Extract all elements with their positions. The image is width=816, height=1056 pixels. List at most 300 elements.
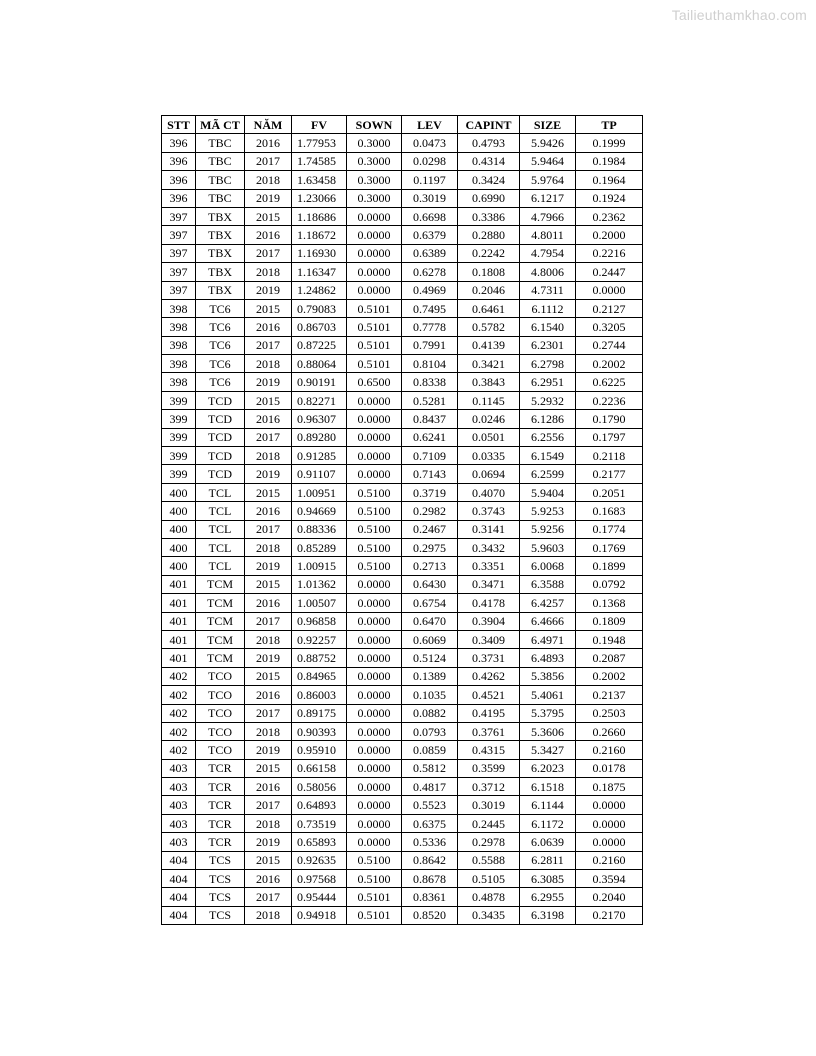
cell-lev: 0.1035 bbox=[402, 686, 458, 704]
cell-tp: 0.1797 bbox=[576, 428, 643, 446]
cell-size: 5.9253 bbox=[520, 502, 576, 520]
cell-lev: 0.8361 bbox=[402, 888, 458, 906]
cell-lev: 0.3719 bbox=[402, 483, 458, 501]
cell-capint: 0.4178 bbox=[458, 594, 520, 612]
table-row bbox=[162, 263, 643, 281]
cell-size: 5.9464 bbox=[520, 152, 576, 170]
cell-capint: 0.2978 bbox=[458, 833, 520, 851]
cell-tp: 0.1774 bbox=[576, 520, 643, 538]
cell-nam: 2015 bbox=[245, 759, 292, 777]
cell-size: 6.1112 bbox=[520, 299, 576, 317]
cell-stt: 404 bbox=[162, 888, 196, 906]
cell-ma-ct: TCS bbox=[196, 906, 245, 924]
cell-size: 6.1518 bbox=[520, 778, 576, 796]
cell-capint: 0.3386 bbox=[458, 207, 520, 225]
cell-fv: 1.01362 bbox=[292, 575, 347, 593]
cell-nam: 2015 bbox=[245, 207, 292, 225]
cell-stt: 401 bbox=[162, 630, 196, 648]
cell-ma-ct: TCM bbox=[196, 575, 245, 593]
cell-size: 6.1217 bbox=[520, 189, 576, 207]
cell-size: 6.2599 bbox=[520, 465, 576, 483]
cell-sown: 0.5101 bbox=[347, 906, 402, 924]
cell-tp: 0.2002 bbox=[576, 355, 643, 373]
cell-nam: 2017 bbox=[245, 796, 292, 814]
cell-ma-ct: TCS bbox=[196, 851, 245, 869]
cell-tp: 0.1809 bbox=[576, 612, 643, 630]
cell-fv: 0.87225 bbox=[292, 336, 347, 354]
cell-nam: 2018 bbox=[245, 355, 292, 373]
cell-fv: 0.97568 bbox=[292, 870, 347, 888]
table-row bbox=[162, 336, 643, 354]
cell-stt: 397 bbox=[162, 263, 196, 281]
cell-tp: 0.6225 bbox=[576, 373, 643, 391]
cell-nam: 2019 bbox=[245, 281, 292, 299]
cell-nam: 2018 bbox=[245, 722, 292, 740]
table-row bbox=[162, 465, 643, 483]
cell-size: 4.8011 bbox=[520, 226, 576, 244]
cell-sown: 0.0000 bbox=[347, 722, 402, 740]
cell-sown: 0.0000 bbox=[347, 667, 402, 685]
cell-fv: 0.94669 bbox=[292, 502, 347, 520]
cell-stt: 397 bbox=[162, 207, 196, 225]
cell-tp: 0.2087 bbox=[576, 649, 643, 667]
cell-ma-ct: TCR bbox=[196, 759, 245, 777]
cell-ma-ct: TC6 bbox=[196, 318, 245, 336]
cell-capint: 0.3761 bbox=[458, 722, 520, 740]
cell-ma-ct: TBX bbox=[196, 281, 245, 299]
cell-stt: 399 bbox=[162, 465, 196, 483]
table-row bbox=[162, 483, 643, 501]
cell-nam: 2018 bbox=[245, 171, 292, 189]
table-row bbox=[162, 870, 643, 888]
cell-lev: 0.4969 bbox=[402, 281, 458, 299]
cell-capint: 0.0246 bbox=[458, 410, 520, 428]
cell-size: 5.9603 bbox=[520, 538, 576, 556]
cell-sown: 0.0000 bbox=[347, 704, 402, 722]
cell-size: 5.3856 bbox=[520, 667, 576, 685]
cell-lev: 0.5812 bbox=[402, 759, 458, 777]
cell-size: 6.4257 bbox=[520, 594, 576, 612]
cell-fv: 0.64893 bbox=[292, 796, 347, 814]
cell-capint: 0.4314 bbox=[458, 152, 520, 170]
cell-tp: 0.3205 bbox=[576, 318, 643, 336]
cell-lev: 0.7991 bbox=[402, 336, 458, 354]
cell-stt: 403 bbox=[162, 833, 196, 851]
cell-fv: 0.88336 bbox=[292, 520, 347, 538]
cell-size: 6.1144 bbox=[520, 796, 576, 814]
table-row bbox=[162, 667, 643, 685]
table-row bbox=[162, 189, 643, 207]
cell-lev: 0.5281 bbox=[402, 391, 458, 409]
table-row bbox=[162, 741, 643, 759]
cell-lev: 0.0859 bbox=[402, 741, 458, 759]
cell-tp: 0.2447 bbox=[576, 263, 643, 281]
cell-ma-ct: TCO bbox=[196, 722, 245, 740]
cell-ma-ct: TCL bbox=[196, 483, 245, 501]
cell-tp: 0.2160 bbox=[576, 741, 643, 759]
cell-fv: 0.91107 bbox=[292, 465, 347, 483]
cell-sown: 0.5100 bbox=[347, 520, 402, 538]
cell-lev: 0.6430 bbox=[402, 575, 458, 593]
table-row bbox=[162, 594, 643, 612]
cell-nam: 2015 bbox=[245, 299, 292, 317]
cell-fv: 1.24862 bbox=[292, 281, 347, 299]
cell-nam: 2018 bbox=[245, 814, 292, 832]
data-table bbox=[161, 115, 643, 925]
cell-tp: 0.1769 bbox=[576, 538, 643, 556]
cell-capint: 0.3424 bbox=[458, 171, 520, 189]
cell-capint: 0.3435 bbox=[458, 906, 520, 924]
cell-nam: 2018 bbox=[245, 538, 292, 556]
cell-nam: 2015 bbox=[245, 483, 292, 501]
column-header-tp: TP bbox=[576, 116, 643, 134]
cell-capint: 0.3599 bbox=[458, 759, 520, 777]
cell-size: 4.7954 bbox=[520, 244, 576, 262]
cell-size: 5.9404 bbox=[520, 483, 576, 501]
cell-stt: 400 bbox=[162, 520, 196, 538]
table-row bbox=[162, 226, 643, 244]
cell-nam: 2019 bbox=[245, 373, 292, 391]
cell-lev: 0.1389 bbox=[402, 667, 458, 685]
table-row bbox=[162, 447, 643, 465]
cell-stt: 396 bbox=[162, 171, 196, 189]
cell-fv: 0.92257 bbox=[292, 630, 347, 648]
cell-stt: 403 bbox=[162, 778, 196, 796]
cell-sown: 0.0000 bbox=[347, 649, 402, 667]
cell-lev: 0.2975 bbox=[402, 538, 458, 556]
cell-lev: 0.6379 bbox=[402, 226, 458, 244]
cell-sown: 0.5101 bbox=[347, 336, 402, 354]
cell-capint: 0.6461 bbox=[458, 299, 520, 317]
cell-stt: 399 bbox=[162, 447, 196, 465]
cell-size: 6.2301 bbox=[520, 336, 576, 354]
cell-lev: 0.6698 bbox=[402, 207, 458, 225]
cell-nam: 2016 bbox=[245, 870, 292, 888]
table-row bbox=[162, 355, 643, 373]
cell-ma-ct: TCR bbox=[196, 796, 245, 814]
cell-sown: 0.0000 bbox=[347, 814, 402, 832]
cell-ma-ct: TCM bbox=[196, 594, 245, 612]
cell-lev: 0.8642 bbox=[402, 851, 458, 869]
table-row bbox=[162, 888, 643, 906]
cell-lev: 0.0793 bbox=[402, 722, 458, 740]
cell-tp: 0.2118 bbox=[576, 447, 643, 465]
table-row bbox=[162, 906, 643, 924]
cell-ma-ct: TBX bbox=[196, 207, 245, 225]
cell-ma-ct: TBC bbox=[196, 189, 245, 207]
cell-capint: 0.2880 bbox=[458, 226, 520, 244]
cell-tp: 0.2137 bbox=[576, 686, 643, 704]
cell-fv: 0.86003 bbox=[292, 686, 347, 704]
cell-tp: 0.0000 bbox=[576, 796, 643, 814]
cell-capint: 0.3141 bbox=[458, 520, 520, 538]
cell-capint: 0.3019 bbox=[458, 796, 520, 814]
cell-capint: 0.4195 bbox=[458, 704, 520, 722]
cell-capint: 0.4521 bbox=[458, 686, 520, 704]
cell-fv: 0.96858 bbox=[292, 612, 347, 630]
table-row bbox=[162, 538, 643, 556]
cell-sown: 0.5101 bbox=[347, 318, 402, 336]
cell-tp: 0.1368 bbox=[576, 594, 643, 612]
cell-fv: 0.89175 bbox=[292, 704, 347, 722]
cell-lev: 0.7109 bbox=[402, 447, 458, 465]
cell-capint: 0.5588 bbox=[458, 851, 520, 869]
cell-lev: 0.8437 bbox=[402, 410, 458, 428]
cell-lev: 0.6470 bbox=[402, 612, 458, 630]
cell-stt: 400 bbox=[162, 483, 196, 501]
cell-sown: 0.0000 bbox=[347, 428, 402, 446]
cell-fv: 0.58056 bbox=[292, 778, 347, 796]
table-row bbox=[162, 557, 643, 575]
cell-lev: 0.0473 bbox=[402, 134, 458, 152]
cell-stt: 398 bbox=[162, 336, 196, 354]
cell-ma-ct: TBX bbox=[196, 263, 245, 281]
cell-stt: 400 bbox=[162, 557, 196, 575]
column-header-fv: FV bbox=[292, 116, 347, 134]
cell-size: 5.9426 bbox=[520, 134, 576, 152]
cell-nam: 2017 bbox=[245, 244, 292, 262]
cell-capint: 0.5782 bbox=[458, 318, 520, 336]
cell-ma-ct: TCD bbox=[196, 447, 245, 465]
cell-fv: 0.88752 bbox=[292, 649, 347, 667]
cell-tp: 0.1924 bbox=[576, 189, 643, 207]
cell-fv: 1.63458 bbox=[292, 171, 347, 189]
cell-tp: 0.0000 bbox=[576, 814, 643, 832]
cell-tp: 0.1999 bbox=[576, 134, 643, 152]
cell-fv: 1.00915 bbox=[292, 557, 347, 575]
cell-size: 6.1286 bbox=[520, 410, 576, 428]
cell-fv: 0.95910 bbox=[292, 741, 347, 759]
cell-lev: 0.6069 bbox=[402, 630, 458, 648]
cell-stt: 398 bbox=[162, 373, 196, 391]
cell-capint: 0.4878 bbox=[458, 888, 520, 906]
cell-capint: 0.3421 bbox=[458, 355, 520, 373]
cell-lev: 0.6375 bbox=[402, 814, 458, 832]
cell-capint: 0.4793 bbox=[458, 134, 520, 152]
cell-nam: 2015 bbox=[245, 851, 292, 869]
table-row bbox=[162, 796, 643, 814]
cell-stt: 403 bbox=[162, 759, 196, 777]
cell-sown: 0.0000 bbox=[347, 686, 402, 704]
table-row bbox=[162, 281, 643, 299]
cell-stt: 401 bbox=[162, 594, 196, 612]
cell-fv: 1.16347 bbox=[292, 263, 347, 281]
cell-nam: 2016 bbox=[245, 410, 292, 428]
cell-ma-ct: TCL bbox=[196, 557, 245, 575]
cell-fv: 0.90393 bbox=[292, 722, 347, 740]
cell-ma-ct: TCO bbox=[196, 704, 245, 722]
cell-nam: 2017 bbox=[245, 520, 292, 538]
cell-lev: 0.0882 bbox=[402, 704, 458, 722]
cell-size: 6.2811 bbox=[520, 851, 576, 869]
cell-ma-ct: TC6 bbox=[196, 373, 245, 391]
cell-fv: 0.90191 bbox=[292, 373, 347, 391]
cell-stt: 396 bbox=[162, 189, 196, 207]
cell-stt: 399 bbox=[162, 410, 196, 428]
cell-size: 6.2955 bbox=[520, 888, 576, 906]
cell-nam: 2017 bbox=[245, 428, 292, 446]
cell-fv: 0.84965 bbox=[292, 667, 347, 685]
cell-nam: 2019 bbox=[245, 465, 292, 483]
cell-sown: 0.0000 bbox=[347, 391, 402, 409]
cell-size: 6.4971 bbox=[520, 630, 576, 648]
cell-nam: 2016 bbox=[245, 318, 292, 336]
cell-lev: 0.1197 bbox=[402, 171, 458, 189]
table-row bbox=[162, 778, 643, 796]
cell-ma-ct: TCM bbox=[196, 649, 245, 667]
column-header-ma-ct: MÃ CT bbox=[196, 116, 245, 134]
cell-sown: 0.0000 bbox=[347, 741, 402, 759]
table-row bbox=[162, 299, 643, 317]
cell-size: 6.2951 bbox=[520, 373, 576, 391]
cell-ma-ct: TCO bbox=[196, 667, 245, 685]
cell-size: 6.0639 bbox=[520, 833, 576, 851]
cell-stt: 402 bbox=[162, 722, 196, 740]
cell-nam: 2017 bbox=[245, 612, 292, 630]
cell-size: 5.9764 bbox=[520, 171, 576, 189]
cell-tp: 0.2160 bbox=[576, 851, 643, 869]
cell-stt: 396 bbox=[162, 152, 196, 170]
column-header-sown: SOWN bbox=[347, 116, 402, 134]
cell-ma-ct: TCR bbox=[196, 833, 245, 851]
cell-capint: 0.2242 bbox=[458, 244, 520, 262]
cell-tp: 0.0000 bbox=[576, 833, 643, 851]
cell-ma-ct: TCD bbox=[196, 410, 245, 428]
cell-size: 5.4061 bbox=[520, 686, 576, 704]
cell-tp: 0.2744 bbox=[576, 336, 643, 354]
cell-size: 4.8006 bbox=[520, 263, 576, 281]
table-row bbox=[162, 502, 643, 520]
cell-ma-ct: TCS bbox=[196, 888, 245, 906]
cell-tp: 0.1899 bbox=[576, 557, 643, 575]
cell-fv: 0.89280 bbox=[292, 428, 347, 446]
cell-stt: 400 bbox=[162, 502, 196, 520]
cell-lev: 0.0298 bbox=[402, 152, 458, 170]
cell-capint: 0.3731 bbox=[458, 649, 520, 667]
cell-fv: 0.73519 bbox=[292, 814, 347, 832]
cell-sown: 0.6500 bbox=[347, 373, 402, 391]
cell-fv: 0.96307 bbox=[292, 410, 347, 428]
table-row bbox=[162, 704, 643, 722]
table-row bbox=[162, 575, 643, 593]
table-row bbox=[162, 391, 643, 409]
cell-stt: 397 bbox=[162, 226, 196, 244]
table-row bbox=[162, 520, 643, 538]
cell-lev: 0.5124 bbox=[402, 649, 458, 667]
column-header-nam: NĂM bbox=[245, 116, 292, 134]
cell-nam: 2016 bbox=[245, 686, 292, 704]
cell-tp: 0.0000 bbox=[576, 281, 643, 299]
cell-sown: 0.0000 bbox=[347, 465, 402, 483]
cell-sown: 0.0000 bbox=[347, 226, 402, 244]
table-row bbox=[162, 612, 643, 630]
cell-fv: 0.79083 bbox=[292, 299, 347, 317]
cell-size: 6.2798 bbox=[520, 355, 576, 373]
cell-size: 6.3085 bbox=[520, 870, 576, 888]
cell-fv: 0.85289 bbox=[292, 538, 347, 556]
cell-tp: 0.2127 bbox=[576, 299, 643, 317]
cell-size: 6.1172 bbox=[520, 814, 576, 832]
table-row bbox=[162, 152, 643, 170]
cell-nam: 2016 bbox=[245, 134, 292, 152]
cell-ma-ct: TCD bbox=[196, 428, 245, 446]
cell-ma-ct: TC6 bbox=[196, 336, 245, 354]
cell-size: 5.9256 bbox=[520, 520, 576, 538]
cell-sown: 0.5101 bbox=[347, 355, 402, 373]
cell-size: 5.3427 bbox=[520, 741, 576, 759]
cell-fv: 1.16930 bbox=[292, 244, 347, 262]
cell-capint: 0.2445 bbox=[458, 814, 520, 832]
table-row bbox=[162, 373, 643, 391]
cell-capint: 0.3904 bbox=[458, 612, 520, 630]
cell-capint: 0.4315 bbox=[458, 741, 520, 759]
cell-nam: 2016 bbox=[245, 226, 292, 244]
cell-stt: 400 bbox=[162, 538, 196, 556]
cell-stt: 401 bbox=[162, 612, 196, 630]
cell-sown: 0.3000 bbox=[347, 134, 402, 152]
cell-tp: 0.1875 bbox=[576, 778, 643, 796]
cell-capint: 0.5105 bbox=[458, 870, 520, 888]
cell-fv: 0.82271 bbox=[292, 391, 347, 409]
cell-stt: 403 bbox=[162, 796, 196, 814]
cell-nam: 2018 bbox=[245, 630, 292, 648]
cell-lev: 0.5336 bbox=[402, 833, 458, 851]
cell-stt: 403 bbox=[162, 814, 196, 832]
cell-lev: 0.7143 bbox=[402, 465, 458, 483]
cell-capint: 0.4262 bbox=[458, 667, 520, 685]
cell-sown: 0.5101 bbox=[347, 299, 402, 317]
cell-nam: 2018 bbox=[245, 906, 292, 924]
cell-size: 6.4893 bbox=[520, 649, 576, 667]
cell-fv: 1.00951 bbox=[292, 483, 347, 501]
cell-sown: 0.0000 bbox=[347, 796, 402, 814]
table-row bbox=[162, 759, 643, 777]
cell-ma-ct: TCR bbox=[196, 778, 245, 796]
cell-fv: 1.77953 bbox=[292, 134, 347, 152]
table-row bbox=[162, 410, 643, 428]
cell-size: 6.1540 bbox=[520, 318, 576, 336]
cell-capint: 0.3843 bbox=[458, 373, 520, 391]
cell-capint: 0.0501 bbox=[458, 428, 520, 446]
cell-nam: 2016 bbox=[245, 502, 292, 520]
cell-lev: 0.7778 bbox=[402, 318, 458, 336]
table-row bbox=[162, 814, 643, 832]
cell-tp: 0.2051 bbox=[576, 483, 643, 501]
cell-tp: 0.1683 bbox=[576, 502, 643, 520]
table-body bbox=[162, 134, 643, 925]
cell-lev: 0.3019 bbox=[402, 189, 458, 207]
cell-stt: 404 bbox=[162, 851, 196, 869]
cell-capint: 0.1145 bbox=[458, 391, 520, 409]
cell-stt: 397 bbox=[162, 281, 196, 299]
table-row bbox=[162, 318, 643, 336]
cell-fv: 0.95444 bbox=[292, 888, 347, 906]
cell-sown: 0.0000 bbox=[347, 612, 402, 630]
cell-capint: 0.0335 bbox=[458, 447, 520, 465]
cell-stt: 401 bbox=[162, 575, 196, 593]
cell-tp: 0.2040 bbox=[576, 888, 643, 906]
cell-ma-ct: TCO bbox=[196, 686, 245, 704]
table-row bbox=[162, 649, 643, 667]
cell-capint: 0.0694 bbox=[458, 465, 520, 483]
cell-lev: 0.8104 bbox=[402, 355, 458, 373]
cell-sown: 0.5100 bbox=[347, 557, 402, 575]
cell-sown: 0.0000 bbox=[347, 833, 402, 851]
cell-size: 5.3795 bbox=[520, 704, 576, 722]
cell-stt: 402 bbox=[162, 667, 196, 685]
cell-size: 5.3606 bbox=[520, 722, 576, 740]
cell-nam: 2017 bbox=[245, 888, 292, 906]
